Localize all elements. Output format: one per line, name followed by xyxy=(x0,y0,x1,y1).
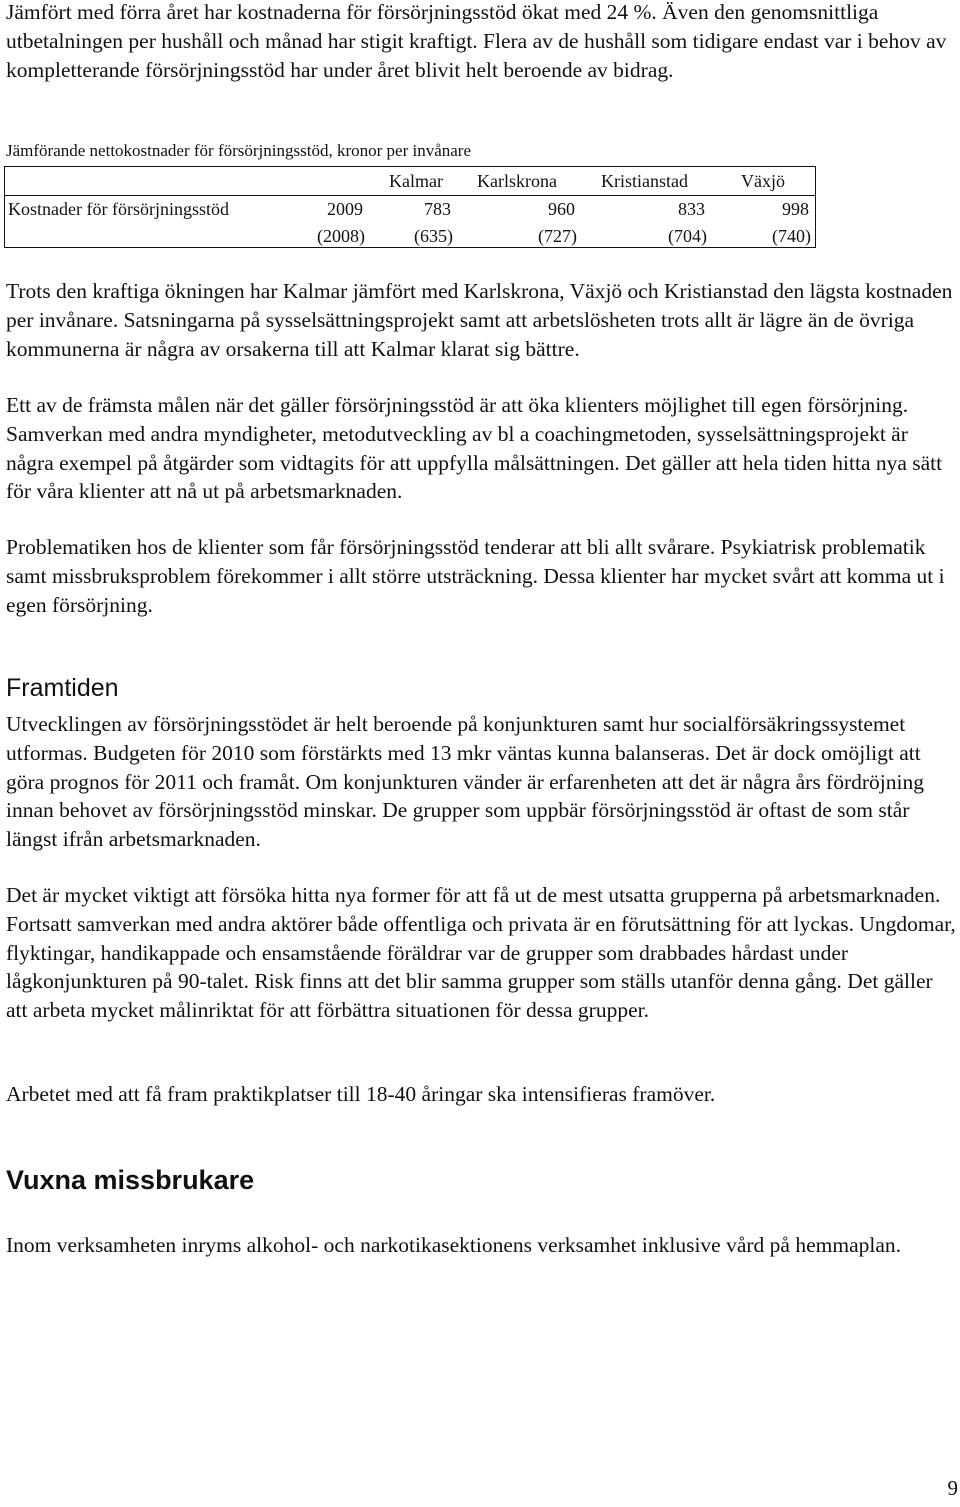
page-number: 9 xyxy=(947,1476,958,1500)
intro-paragraph: Jämfört med förra året har kostnaderna för försörjningsstöd ökat med 24 %. Även den genomsnittliga utbetalningen per hushåll och månad har stigit kraftigt. Flera av de hushåll som tidigare endast var i behov av kompletterande försörjningsstöd har under året blivit helt beroende av bidrag. xyxy=(6,0,947,82)
cell-kalmar-2009: 783 xyxy=(424,199,451,219)
cell-kalmar-2008: (635) xyxy=(414,226,453,246)
paragraph-framtiden-2: Det är mycket viktigt att försöka hitta nya former för att få ut de mest utsatta grupperna på arbetsmarknaden. Fortsatt samverkan med andra aktörer både offentliga och privata är en förutsättning för att lyckas. Ungdomar, flyktingar, handikappade och ensamstående föräldrar var de grupper som drabbades hårdast under lågkonjunkturen på 90-talet. Risk finns att det blir samma grupper som ställs utanför denna gång. Det gäller att arbeta mycket målinriktat för att förbättra situationen för dessa grupper. xyxy=(6,883,956,1023)
column-header-kalmar: Kalmar xyxy=(389,171,443,191)
table-header-separator xyxy=(5,195,815,196)
paragraph-framtiden-3: Arbetet med att få fram praktikplatser till 18-40 åringar ska intensifieras framöver. xyxy=(6,1082,716,1106)
cell-kristianstad-2008: (704) xyxy=(668,226,707,246)
paragraph-vuxna: Inom verksamheten inryms alkohol- och narkotikasektionens verksamhet inklusive vård på hemmaplan. xyxy=(6,1233,902,1257)
table-caption: Jämförande nettokostnader för försörjningsstöd, kronor per invånare xyxy=(6,141,472,160)
column-header-kristianstad: Kristianstad xyxy=(601,171,688,191)
cell-vaxjo-2009: 998 xyxy=(782,199,809,219)
row-year-2009: 2009 xyxy=(327,199,363,219)
cell-kristianstad-2009: 833 xyxy=(678,199,705,219)
paragraph-problematik: Problematiken hos de klienter som får försörjningsstöd tenderar att bli allt svårare. Psykiatrisk problematik samt missbruksproblem förekommer i allt större utsträckning. Dessa klienter har mycket svårt att komma ut i egen försörjning. xyxy=(6,535,945,617)
cell-karlskrona-2008: (727) xyxy=(538,226,577,246)
column-header-karlskrona: Karlskrona xyxy=(477,171,557,191)
row-year-2008: (2008) xyxy=(317,226,365,246)
heading-vuxna-missbrukare: Vuxna missbrukare xyxy=(6,1165,255,1195)
column-header-vaxjo: Växjö xyxy=(741,171,785,191)
cell-vaxjo-2008: (740) xyxy=(772,226,811,246)
paragraph-kostnad: Trots den kraftiga ökningen har Kalmar jämfört med Karlskrona, Växjö och Kristianstad den lägsta kostnaden per invånare. Satsningarna på sysselsättningsprojekt samt att arbetslösheten trots allt är lägre än de övriga kommunerna är några av orsakerna till att Kalmar klarat sig bättre. xyxy=(6,279,953,361)
cell-karlskrona-2009: 960 xyxy=(548,199,575,219)
row-label: Kostnader för försörjningsstöd xyxy=(8,199,229,219)
heading-framtiden: Framtiden xyxy=(6,674,119,702)
paragraph-mal: Ett av de främsta målen när det gäller försörjningsstöd är att öka klienters möjlighet till egen försörjning. Samverkan med andra myndigheter, metodutveckling av bl a coachingmetoden, sysselsättningsprojekt är några exempel på åtgärder som vidtagits för att uppfylla målsättningen. Det gäller att hela tiden hitta nya sätt för våra klienter att nå ut på arbetsmarknaden. xyxy=(6,393,943,504)
cost-comparison-table xyxy=(4,166,816,248)
paragraph-framtiden-1: Utvecklingen av försörjningsstödet är helt beroende på konjunkturen samt hur socialförsäkringssystemet utformas. Budgeten för 2010 som förstärkts med 13 mkr väntas kunna balanseras. Det är dock omöjligt att göra prognos för 2011 och framåt. Om konjunkturen vänder är erfarenheten att det är några års fördröjning innan behovet av försörjningsstöd minskar. De grupper som uppbär försörjningsstöd är oftast de som står längst ifrån arbetsmarknaden. xyxy=(6,712,924,852)
